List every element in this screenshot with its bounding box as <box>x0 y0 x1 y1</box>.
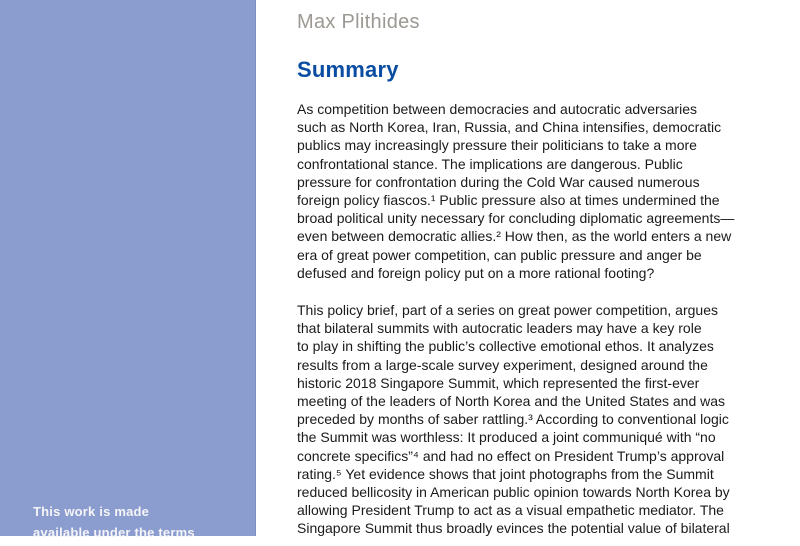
text-line: results from a large-scale survey experiment, designed around the <box>297 356 708 373</box>
text-line: the Summit was worthless: It produced a joint communiqué with “no <box>297 429 716 446</box>
text-line: broad political unity necessary for concluding diplomatic agreements— <box>297 210 735 227</box>
text-line: reduced bellicosity in American public opinion towards North Korea by <box>297 483 730 500</box>
text-line: era of great power competition, can public pressure and anger be <box>297 246 702 263</box>
text-line: defused and foreign policy put on a more rational footing? <box>297 264 655 281</box>
text-line: pressure for confrontation during the Cold War caused numerous <box>297 173 700 190</box>
text-line: As competition between democracies and autocratic adversaries <box>297 101 697 117</box>
text-line: rating.⁵ Yet evidence shows that joint photographs from the Summit <box>297 465 714 482</box>
text-line: to play in shifting the public’s collective emotional ethos. It analyzes <box>297 338 714 355</box>
text-line: Singapore Summit thus broadly evinces the potential value of bilateral <box>297 520 730 537</box>
text-line: foreign policy fiascos.¹ Public pressure also at times undermined the <box>297 191 720 208</box>
text-line: This policy brief, part of a series on great power competition, argues <box>297 302 718 318</box>
summary-paragraph-1 <box>297 100 734 282</box>
summary-heading: Summary <box>297 57 399 82</box>
text-line: historic 2018 Singapore Summit, which represented the first-ever <box>297 374 700 391</box>
license-text <box>33 504 195 546</box>
text-line: publics may increasingly pressure their politicians to take a more <box>297 137 697 154</box>
text-line: concrete specifics”⁴ and had no effect on President Trump’s approval <box>297 447 725 464</box>
sidebar <box>0 0 256 540</box>
text-line: preceded by months of saber rattling.³ According to conventional logic <box>297 411 729 428</box>
text-line: that bilateral summits with autocratic leaders may have a key role <box>297 320 702 337</box>
text-line: allowing President Trump to act as a visual empathetic mediator. The <box>297 502 724 519</box>
text-line: confrontational stance. The implications are dangerous. Public <box>297 155 683 172</box>
summary-paragraph-2 <box>297 301 730 537</box>
text-line: meeting of the leaders of North Korea and the United States and was <box>297 392 726 409</box>
text-line: available under the terms <box>33 525 195 540</box>
text-line: even between democratic allies.² How then, as the world enters a new <box>297 228 732 245</box>
author-name: Max Plithides <box>297 11 420 33</box>
text-line: This work is made <box>33 504 150 519</box>
text-line: such as North Korea, Iran, Russia, and China intensifies, democratic <box>297 119 722 136</box>
